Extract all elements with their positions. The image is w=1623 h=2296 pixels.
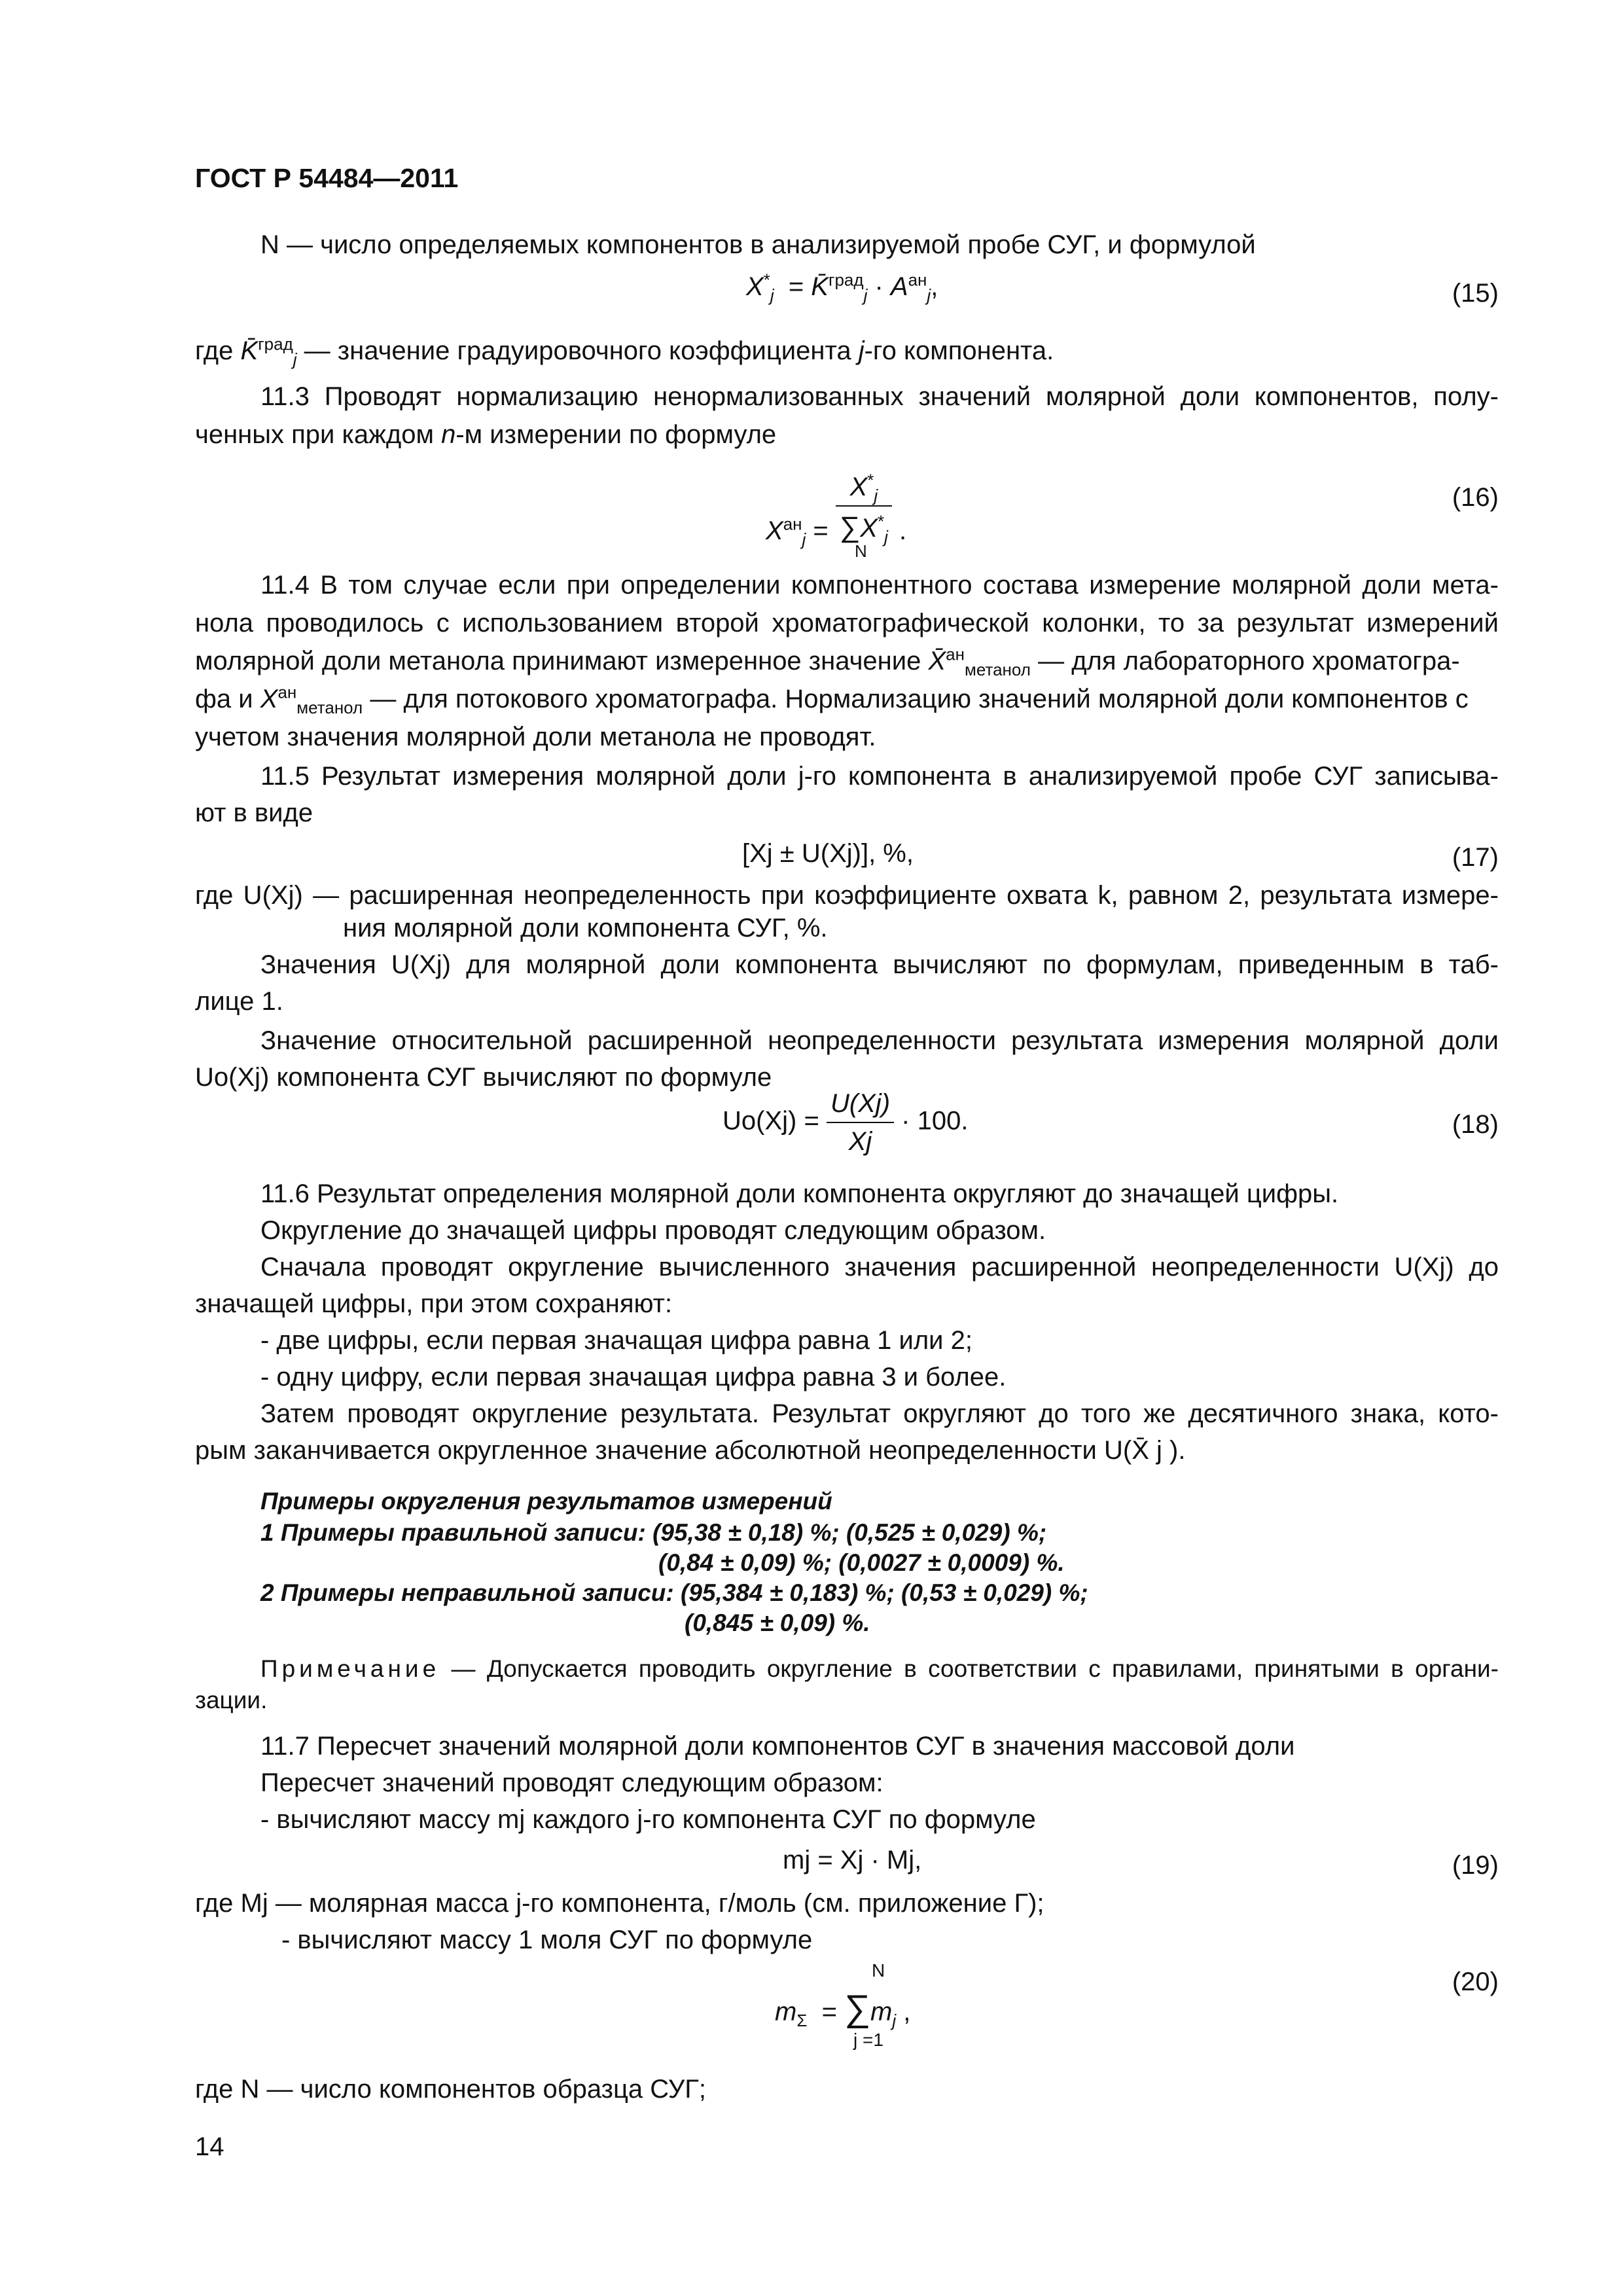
list-item: - две цифры, если первая значащая цифра равна 1 или 2; <box>260 1326 972 1355</box>
example-line: 1 Примеры правильной записи: (95,38 ± 0,18) %; (0,525 ± 0,029) %; <box>260 1519 1047 1546</box>
example-line: (0,845 ± 0,09) %. <box>685 1609 870 1636</box>
equation-19: mj = Xj · Mj, <box>783 1846 922 1874</box>
paragraph-line: Затем проводят округление результата. Результат округляют до того же десятичного знака, кото- <box>260 1399 1499 1428</box>
paragraph-line: N — число определяемых компонентов в анализируемой пробе СУГ, и формулой <box>260 230 1256 259</box>
paragraph-line: учетом значения молярной доли метанола не проводят. <box>195 723 876 751</box>
paragraph-line: ют в виде <box>195 798 313 827</box>
equation-20: $m_\Sigma = \sum m_j$ , <box>775 1987 911 2030</box>
section-11-6: 11.6 Результат определения молярной доли компонента округляют до значащей цифры. <box>260 1179 1339 1208</box>
equation-number: (17) <box>1452 843 1499 872</box>
paragraph-line: нола проводилось с использованием второй хроматографической колонки, то за результат измерений <box>195 609 1499 637</box>
equation-number: (15) <box>1452 279 1499 308</box>
paragraph-line: где U(Xj) — расширенная неопределенность при коэффициенте охвата k, равном 2, результата измере- <box>195 881 1499 910</box>
example-line: (0,84 ± 0,09) %; (0,0027 ± 0,0009) %. <box>658 1549 1065 1576</box>
sum-subscript: N <box>855 541 867 561</box>
section-11-4: 11.4 В том случае если при определении компонентного состава измерение молярной доли мета- <box>260 571 1499 600</box>
equation-16: $X^{ан}_j$ = $\frac{X^*_j}{\sum X^*_j}$ . <box>766 470 907 549</box>
paragraph-line: Значение относительной расширенной неопределенности результата измерения молярной доли <box>260 1026 1499 1055</box>
note-label: Примечание <box>260 1655 440 1682</box>
page-number: 14 <box>195 2132 224 2161</box>
equation-number: (16) <box>1452 483 1499 512</box>
paragraph-line: молярной доли метанола принимают измеренное значение X̄$^{ан}_{метанол}$ — для лабораторного хроматогра- <box>195 644 1460 679</box>
section-11-3: 11.3 Проводят нормализацию ненормализованных значений молярной доли компонентов, полу- <box>260 382 1499 411</box>
equation-17: [Xj ± U(Xj)], %, <box>742 839 914 868</box>
paragraph-line: значащей цифры, при этом сохраняют: <box>195 1289 673 1318</box>
paragraph-line: лице 1. <box>195 987 283 1016</box>
equation-number: (20) <box>1452 1967 1499 1996</box>
paragraph-line: где K̄$^{град}_j$ — значение градуировочного коэффициента j-го компонента. <box>195 334 1054 369</box>
equation-18: Uo(Xj) = $\frac{U(Xj)}{Xj}$ · 100. <box>722 1089 969 1156</box>
paragraph-line: Значения U(Xj) для молярной доли компонента вычисляют по формулам, приведенным в таб- <box>260 950 1499 979</box>
paragraph-line: Сначала проводят округление вычисленного значения расширенной неопределенности U(Xj) до <box>260 1253 1499 1282</box>
examples-title: Примеры округления результатов измерений <box>260 1488 832 1515</box>
sum-upper-limit: N <box>872 1960 885 1981</box>
paragraph-line: где N — число компонентов образца СУГ; <box>195 2075 706 2104</box>
paragraph-line: рым заканчивается округленное значение абсолютной неопределенности U(X̄ j ). <box>195 1436 1186 1465</box>
sum-lower-limit: j =1 <box>853 2030 883 2050</box>
paragraph-line: Uo(Xj) компонента СУГ вычисляют по формуле <box>195 1063 772 1092</box>
equation-15: $X^*_j$ = K̄$^{град}_j$ · $A^{ан}_j$, <box>746 270 938 305</box>
paragraph-line: ченных при каждом n-м измерении по формуле <box>195 420 777 449</box>
note-continued: зации. <box>195 1687 268 1713</box>
equation-number: (19) <box>1452 1851 1499 1880</box>
example-line: 2 Примеры неправильной записи: (95,384 ± 0,183) %; (0,53 ± 0,029) %; <box>260 1579 1088 1606</box>
section-11-7: 11.7 Пересчет значений молярной доли компонентов СУГ в значения массовой доли <box>260 1732 1295 1761</box>
list-item: - вычисляют массу mj каждого j-го компонента СУГ по формуле <box>260 1805 1036 1834</box>
paragraph-line: Пересчет значений проводят следующим образом: <box>260 1768 883 1797</box>
document-header: ГОСТ Р 54484—2011 <box>195 163 459 193</box>
list-item: - одну цифру, если первая значащая цифра равна 3 и более. <box>260 1363 1007 1391</box>
note: Примечание — Допускается проводить округление в соответствии с правилами, принятыми в органи- <box>260 1655 1499 1682</box>
list-item: - вычисляют массу 1 моля СУГ по формуле <box>281 1926 813 1954</box>
paragraph-line: ния молярной доли компонента СУГ, %. <box>343 914 828 942</box>
section-11-5: 11.5 Результат измерения молярной доли j-го компонента в анализируемой пробе СУГ записыва- <box>260 762 1499 791</box>
paragraph-line: где Mj — молярная масса j-го компонента, г/моль (см. приложение Г); <box>195 1889 1044 1918</box>
paragraph-line: Округление до значащей цифры проводят следующим образом. <box>260 1216 1046 1245</box>
paragraph-line: фа и $X^{ан}_{метанол}$ — для потокового хроматографа. Нормализацию значений молярной доли компонентов с <box>195 682 1469 717</box>
equation-number: (18) <box>1452 1110 1499 1139</box>
